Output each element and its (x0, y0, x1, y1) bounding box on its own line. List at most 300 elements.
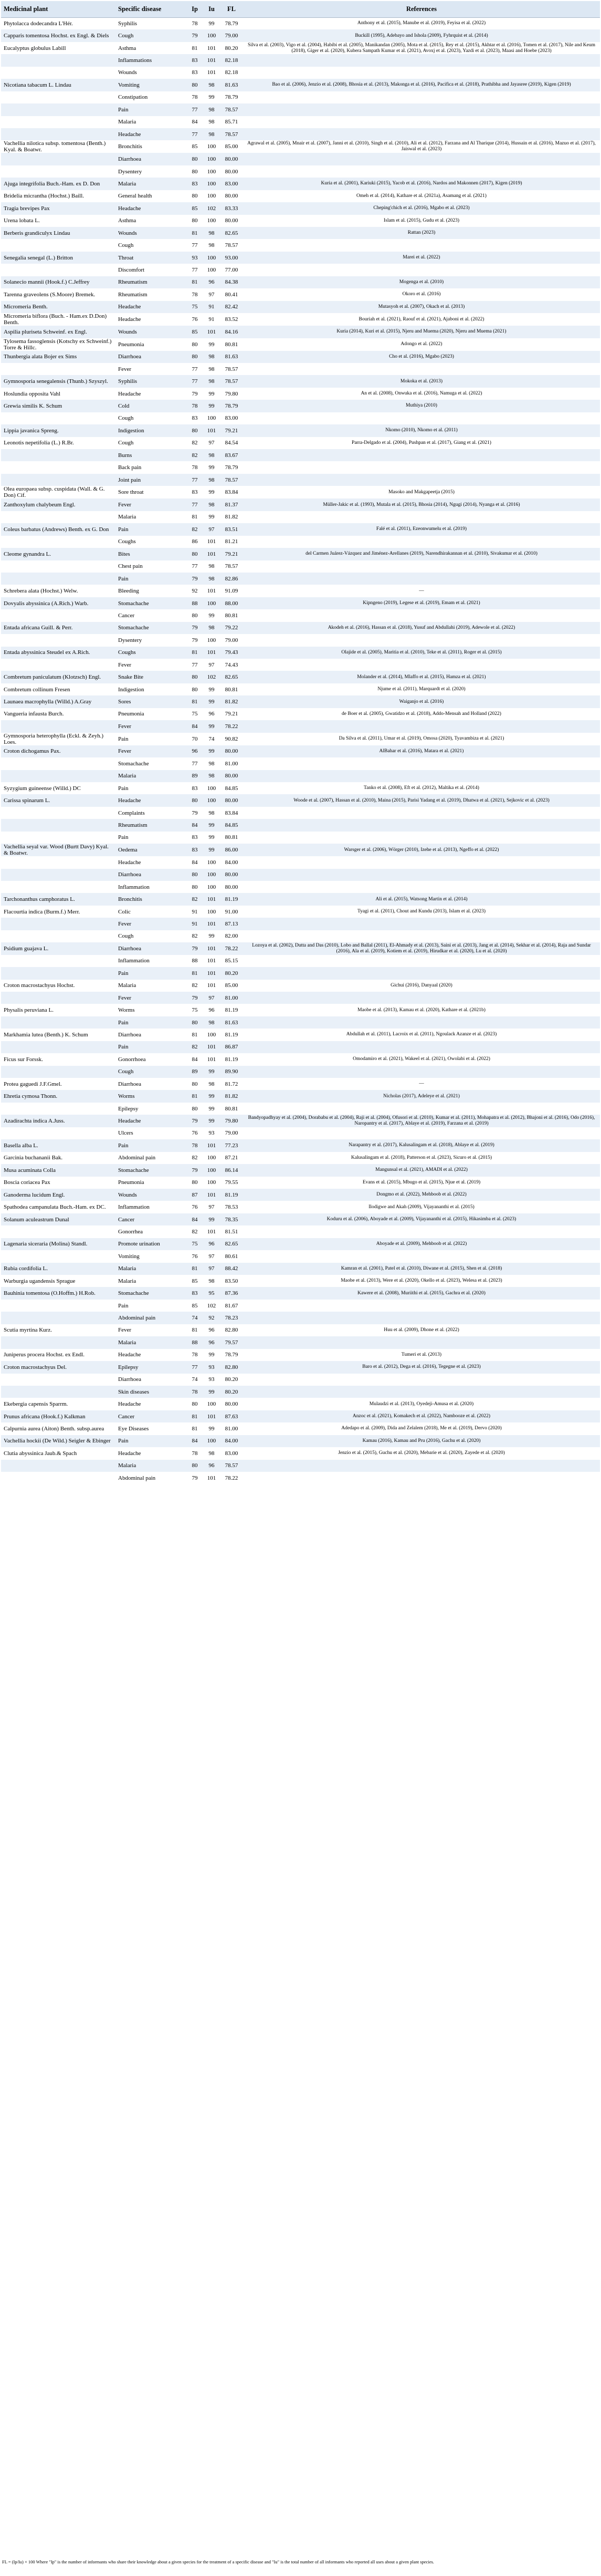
table-row (1, 560, 600, 573)
table-row (1, 67, 600, 79)
cell-disease: Indigestion (118, 427, 144, 434)
cell-fl: 84.16 (225, 328, 238, 335)
cell-plant: Gymnosporia heterophylla (Eckl. & Zeyh.) Loes. (4, 732, 104, 745)
cell-ip: 88 (192, 600, 198, 607)
cell-ip: 85 (192, 328, 198, 335)
cell-plant (1, 1386, 115, 1398)
cell-disease: Chest pain (118, 563, 143, 570)
cell-ip: 79 (192, 637, 198, 643)
table-row (1, 942, 600, 954)
cell-ip: 82 (192, 452, 198, 459)
cell-ip: 88 (192, 1339, 198, 1346)
cell-disease: Malaria (118, 180, 136, 187)
cell-plant: Thunbergia alata Bojer ex Sims (4, 354, 77, 360)
cell-fl: 89.90 (225, 1068, 238, 1075)
cell-ip: 82 (192, 440, 198, 446)
cell-iu: 99 (208, 20, 215, 27)
cell-fl: 81.19 (225, 1031, 238, 1038)
cell-fl: 79.80 (225, 390, 238, 397)
cell-fl: 88.00 (225, 600, 238, 607)
cell-ip: 80 (192, 1019, 198, 1026)
cell-iu: 92 (208, 1315, 215, 1322)
cell-iu: 99 (208, 489, 215, 496)
cell-ip: 82 (192, 896, 198, 903)
cell-plant: Ganoderma lucidum Engl. (4, 1191, 65, 1198)
cell-references: Müller-Jakic et al. (1993), Mutala et al. (2015), Bhosia (2014), Ngugi (2014), Nyanga et al. (2016) (323, 502, 520, 507)
cell-plant: Croton dichogamus Pax. (4, 748, 61, 755)
header-disease: Specific disease (115, 1, 186, 17)
cell-fl: 83.33 (225, 205, 238, 212)
cell-plant: Gymnosporia senegalensis (Thunb.) Szyszyl. (4, 378, 108, 385)
cell-references: Silva et al. (2003), Vigo et al. (2004), Habibi et al. (2005), Manikandan (2005), Mota et al. (2015), Rey et al. (2015), Akhtar et al. (2016), Tomen et al. (2017), Nile and Keum (2018), Giger et al. (2020), Kubera Sampath Kumar et al. (2021), Avoxj et al. (2023), Yazdi et al. (2023), Maasi and Hoebe (2023) (248, 42, 595, 54)
cell-fl: 80.20 (225, 1376, 238, 1383)
cell-iu: 100 (207, 156, 216, 163)
table-row (1, 215, 600, 227)
cell-ip: 84 (192, 822, 198, 828)
cell-references: Mulaudzi et al. (2013), Oyedeji-Amusa et al. (2020) (369, 1401, 474, 1407)
cell-references: Rattan (2023) (407, 230, 436, 236)
cell-ip: 75 (192, 304, 198, 310)
cell-references (243, 955, 600, 967)
cell-plant: Ekebergia capensis Sparrm. (4, 1401, 68, 1408)
table-row (1, 1386, 600, 1398)
cell-fl: 81.00 (225, 1425, 238, 1432)
cell-disease: Fever (118, 502, 132, 508)
table-row (1, 1312, 600, 1324)
cell-disease: Oedema (118, 847, 138, 854)
cell-plant: Tarenna graveolens (S.Moore) Bremek. (4, 291, 96, 298)
cell-disease: Fever (118, 994, 132, 1001)
cell-references: Waiganjo et al. (2016) (399, 699, 444, 704)
cell-disease: Pain (118, 735, 129, 742)
cell-fl: 83.00 (225, 415, 238, 422)
cell-ip: 96 (192, 748, 198, 755)
cell-fl: 84.85 (225, 822, 238, 828)
cell-fl: 84.00 (225, 859, 238, 866)
cell-disease: Eye Diseases (118, 1425, 149, 1432)
cell-ip: 78 (192, 20, 198, 27)
cell-references (243, 1312, 600, 1324)
cell-disease: Throat (118, 254, 134, 261)
cell-ip: 78 (192, 94, 198, 101)
cell-disease: Malaria (118, 1462, 136, 1469)
cell-iu: 95 (208, 1290, 215, 1297)
cell-disease: Inflammations (118, 57, 152, 64)
table-row (1, 351, 600, 363)
cell-ip: 78 (192, 291, 198, 298)
cell-references (243, 770, 600, 782)
table-row (1, 1016, 600, 1029)
cell-references: Cho et al. (2016), Mgabo (2023) (389, 354, 454, 359)
table-row (1, 1250, 600, 1262)
cell-ip: 76 (192, 1204, 198, 1211)
cell-disease: Rheumatism (118, 291, 147, 298)
header-refs: References (243, 1, 600, 17)
cell-ip: 80 (192, 1081, 198, 1087)
cell-plant (1, 461, 115, 473)
cell-disease: Inflammation (118, 884, 150, 890)
cell-plant: Vachellia hockii (De Wild.) Seigler & Ebinger (4, 1438, 111, 1445)
table-row (1, 536, 600, 548)
table-row (1, 424, 600, 437)
cell-iu: 96 (208, 1327, 215, 1334)
cell-disease: Pneumonia (118, 711, 144, 718)
cell-fl: 83.00 (225, 1450, 238, 1457)
cell-ip: 77 (192, 106, 198, 113)
cell-references (243, 511, 600, 523)
cell-disease: Cold (118, 402, 130, 409)
table-body (1, 17, 600, 1484)
cell-plant (1, 881, 115, 893)
cell-iu: 100 (207, 180, 216, 187)
cell-iu: 101 (207, 328, 216, 335)
table-row (1, 832, 600, 844)
cell-fl: 78.53 (225, 1204, 238, 1211)
table-row (1, 17, 600, 29)
cell-fl: 80.20 (225, 970, 238, 977)
cell-fl: 80.00 (225, 884, 238, 890)
table-row (1, 967, 600, 979)
cell-references: Nicholas (2017), Adeleye et al. (2021) (383, 1093, 460, 1099)
cell-iu: 97 (208, 1253, 215, 1260)
cell-iu: 99 (208, 699, 215, 705)
cell-plant: Dovyalis abyssinica (A.Rich.) Warb. (4, 600, 89, 607)
cell-ip: 89 (192, 1068, 198, 1075)
cell-fl: 87.21 (225, 1155, 238, 1161)
table-row (1, 239, 600, 251)
cell-iu: 97 (208, 994, 215, 1001)
table-row (1, 955, 600, 967)
cell-fl: 80.00 (225, 1401, 238, 1408)
cell-references: Anzoc et al. (2021), Komakech et al. (2022), Nambooze et al. (2022) (352, 1414, 491, 1419)
cell-references: Abdullah et al. (2011), Lacroix et al. (2011), Ngoulack Azanze et al. (2023) (346, 1032, 497, 1037)
cell-plant (1, 1300, 115, 1312)
cell-plant: Prunus africana (Hook.f.) Kalkman (4, 1413, 86, 1420)
cell-fl: 80.61 (225, 1253, 238, 1260)
cell-fl: 84.85 (225, 785, 238, 792)
cell-references: Narapantry et al. (2017), Kalusalingam et al. (2018), Ablaye et al. (2019) (349, 1142, 494, 1148)
cell-references: AlBahar et al. (2016), Matara et al. (2021) (379, 748, 464, 754)
cell-disease: Ulcers (118, 1130, 133, 1137)
cell-iu: 99 (208, 1093, 215, 1100)
cell-disease: Vomiting (118, 1253, 140, 1260)
cell-disease: Complaints (118, 809, 145, 816)
cell-iu: 99 (208, 1388, 215, 1395)
table-row (1, 609, 600, 621)
cell-ip: 82 (192, 982, 198, 989)
table-row (1, 1139, 600, 1151)
cell-references: Aboyade et al. (2009), Mehboob et al. (2022) (376, 1241, 467, 1247)
cell-fl: 86.87 (225, 1044, 238, 1051)
cell-references: Omodamiro et al. (2021), Wakeel et al. (2021), Owolabi et al. (2022) (353, 1056, 490, 1062)
cell-references: Cheping'chich et al. (2016), Mgabo et al. (2023) (373, 205, 470, 211)
cell-plant: Psidium guajava L. (4, 945, 49, 952)
cell-plant: Markhamia lutea (Benth.) K. Schum (4, 1031, 88, 1038)
cell-disease: Gonorrhoea (118, 1056, 146, 1063)
cell-ip: 88 (192, 958, 198, 964)
cell-iu: 99 (208, 402, 215, 409)
cell-fl: 81.51 (225, 1228, 238, 1235)
cell-ip: 78 (192, 464, 198, 471)
cell-fl: 81.82 (225, 514, 238, 521)
cell-disease: Inflammation (118, 1204, 150, 1211)
cell-plant: Leonotis nepetifolia (L.) R.Br. (4, 440, 74, 446)
cell-plant: Syzygium guineense (Willd.) DC (4, 785, 81, 792)
cell-plant: Ehretia cymosa Thonn. (4, 1093, 58, 1100)
cell-references: Jenzio et al. (2015), Guchu et al. (2020), Mebarie et al. (2020), Zayede et al. (2020) (338, 1450, 505, 1456)
cell-ip: 80 (192, 612, 198, 619)
cell-fl: 81.19 (225, 1056, 238, 1063)
cell-disease: Cancer (118, 1216, 135, 1223)
cell-disease: Abdominal pain (118, 1474, 156, 1481)
cell-disease: Pain (118, 1019, 129, 1026)
cell-disease: Malaria (118, 514, 136, 521)
cell-plant: Olea europaea subsp. cuspidata (Wall. & G. Don) Cif. (4, 486, 105, 499)
cell-disease: Headache (118, 1118, 141, 1125)
table-row (1, 720, 600, 732)
cell-fl: 80.00 (225, 797, 238, 804)
cell-disease: Dysentery (118, 168, 142, 175)
cell-fl: 84.54 (225, 440, 238, 446)
cell-disease: Headache (118, 316, 141, 323)
cell-ip: 83 (192, 834, 198, 841)
cell-plant: Garcinia buchananii Bak. (4, 1155, 63, 1161)
cell-ip: 81 (192, 1265, 198, 1272)
cell-references: Okoro et al. (2016) (402, 292, 441, 297)
cell-plant: Entada abyssinica Steudel ex A.Rich. (4, 649, 90, 656)
cell-disease: Malaria (118, 773, 136, 780)
cell-iu: 100 (207, 871, 216, 878)
cell-disease: Malaria (118, 1265, 136, 1272)
cell-plant: Clutia abyssinica Jaub.& Spach (4, 1450, 77, 1457)
cell-references: Islam et al. (2015), Gudu et al. (2023) (383, 217, 460, 223)
cell-disease: Wounds (118, 230, 137, 236)
cell-ip: 81 (192, 649, 198, 656)
table-row (1, 412, 600, 424)
cell-disease: Wounds (118, 69, 137, 76)
table-row (1, 1238, 600, 1250)
cell-ip: 78 (192, 1450, 198, 1457)
cell-disease: Sores (118, 699, 131, 705)
table-row (1, 1177, 600, 1189)
cell-disease: Gonorrhea (118, 1228, 143, 1235)
cell-disease: Fever (118, 921, 132, 928)
cell-fl: 80.41 (225, 291, 238, 298)
cell-disease: Pain (118, 575, 129, 582)
cell-plant: Cleome gynandra L. (4, 550, 51, 557)
cell-iu: 91 (208, 304, 215, 310)
cell-plant: Ficus sur Forssk. (4, 1056, 43, 1063)
cell-references: Falé et al. (2011), Ezeonwumelu et al. (2019) (376, 526, 467, 532)
table-row (1, 930, 600, 942)
cell-ip: 81 (192, 45, 198, 51)
cell-ip: 83 (192, 415, 198, 422)
cell-references: Kalusalingam et al. (2018), Patterson et al. (2023), Sicuro et al. (2015) (351, 1155, 492, 1160)
cell-iu: 98 (208, 563, 215, 570)
table-row (1, 388, 600, 400)
cell-iu: 99 (208, 341, 215, 348)
cell-fl: 88.42 (225, 1265, 238, 1272)
table-row (1, 1090, 600, 1102)
cell-iu: 99 (208, 1352, 215, 1358)
cell-iu: 98 (208, 760, 215, 767)
cell-ip: 82 (192, 1155, 198, 1161)
cell-iu: 97 (208, 1265, 215, 1272)
cell-disease: Asthma (118, 217, 136, 224)
table-row (1, 647, 600, 659)
cell-references (243, 1460, 600, 1472)
cell-plant (1, 511, 115, 523)
cell-references: Tumeri et al. (2013) (401, 1352, 442, 1357)
cell-fl: 84.00 (225, 1438, 238, 1445)
cell-references (243, 967, 600, 979)
cell-iu: 100 (207, 33, 216, 39)
cell-plant: Coleus barbatus (Andrews) Benth. ex G. Don (4, 526, 109, 533)
cell-plant: Launaea macrophylla (Willd.) A.Gray (4, 699, 92, 705)
cell-references (243, 67, 600, 79)
cell-iu: 99 (208, 1425, 215, 1432)
table-row (1, 288, 600, 300)
table-row (1, 622, 600, 634)
table-row (1, 708, 600, 720)
cell-iu: 99 (208, 847, 215, 854)
cell-ip: 83 (192, 1290, 198, 1297)
cell-iu: 99 (208, 686, 215, 693)
cell-references: Parra-Delgado et al. (2004), Pushpan et al. (2017), Giang et al. (2021) (352, 440, 491, 445)
table-row (1, 91, 600, 103)
cell-references (243, 1472, 600, 1484)
cell-iu: 102 (207, 674, 216, 681)
cell-ip: 79 (192, 945, 198, 952)
cell-fl: 81.72 (225, 1081, 238, 1087)
cell-references: Maobe et al. (2013), Were et al. (2020), Okello et al. (2023), Welesa et al. (2023) (341, 1278, 502, 1284)
cell-iu: 98 (208, 476, 215, 483)
cell-disease: Constipation (118, 94, 148, 101)
cell-references: Adongo et al. (2022) (400, 341, 442, 347)
cell-references (243, 1300, 600, 1312)
cell-disease: Abdominal pain (118, 1315, 156, 1322)
cell-ip: 80 (192, 193, 198, 200)
cell-fl: 87.63 (225, 1413, 238, 1420)
cell-references (243, 1127, 600, 1139)
cell-references: Bouriah et al. (2021), Raouf et al. (2021), Ajaboni et al. (2022) (359, 316, 484, 322)
cell-references (243, 239, 600, 251)
cell-plant (1, 116, 115, 128)
cell-references: Kamau (2016), Kamau and Pru (2016), Gachu et al. (2020) (362, 1438, 481, 1443)
cell-ip: 81 (192, 1093, 198, 1100)
cell-disease: Bites (118, 550, 130, 557)
cell-iu: 96 (208, 1007, 215, 1014)
cell-disease: Abdominal pain (118, 1155, 156, 1161)
cell-iu: 101 (207, 921, 216, 928)
cell-references: Gichui (2016), Danyaal (2020) (391, 982, 452, 988)
cell-iu: 98 (208, 119, 215, 126)
table-row (1, 264, 600, 276)
table-row (1, 906, 600, 918)
cell-ip: 77 (192, 760, 198, 767)
cell-fl: 78.57 (225, 106, 238, 113)
cell-fl: 86.14 (225, 1167, 238, 1173)
cell-fl: 79.00 (225, 1130, 238, 1137)
cell-disease: Headache (118, 797, 141, 804)
table-row (1, 1435, 600, 1447)
cell-ip: 80 (192, 168, 198, 175)
cell-references (243, 1041, 600, 1053)
table-row (1, 1460, 600, 1472)
table-row (1, 1349, 600, 1361)
cell-references: Bandyopadhyay et al. (2004), Dorababu et al. (2004), Raji et al. (2004), Ofusori et al. (2010), Kumar et al. (2011), Mohapatra et al. (2012), Bhajoni et al. (2016), Odo (2016), Naropantry et al. (2017), Ablaye et al. (2019), Farzana et al. (2019) (248, 1115, 595, 1127)
cell-plant: Musa acuminata Colla (4, 1167, 56, 1173)
cell-disease: Bronchitis (118, 143, 142, 150)
cell-fl: 80.00 (225, 168, 238, 175)
cell-plant: Scutia myrtina Kurz. (4, 1327, 52, 1334)
cell-iu: 98 (208, 1081, 215, 1087)
cell-references (243, 856, 600, 868)
table-row (1, 190, 600, 202)
cell-ip: 91 (192, 921, 198, 928)
cell-references (243, 91, 600, 103)
cell-fl: 79.21 (225, 550, 238, 557)
cell-fl: 91.09 (225, 588, 238, 595)
cell-ip: 84 (192, 1438, 198, 1445)
cell-plant (1, 992, 115, 1004)
cell-fl: 91.00 (225, 908, 238, 915)
cell-references: Ali et al. (2015), Watsong Martin et al. (2014) (375, 896, 468, 902)
cell-iu: 101 (207, 1474, 216, 1481)
cell-plant: Solanum aculeastrum Dunal (4, 1216, 69, 1223)
cell-iu: 101 (207, 538, 216, 545)
cell-plant (1, 930, 115, 942)
cell-fl: 78.22 (225, 723, 238, 730)
cell-iu: 93 (208, 1130, 215, 1137)
cell-ip: 80 (192, 674, 198, 681)
cell-iu: 74 (208, 735, 215, 742)
cell-iu: 100 (207, 884, 216, 890)
cell-references: Kamran et al. (2001), Patel et al. (2010), Diwane et al. (2015), Shen et al. (2018) (341, 1265, 502, 1271)
cell-references: Molander et al. (2014), Mlaffo et al. (2015), Hamza et al. (2021) (357, 674, 486, 680)
cell-disease: Headache (118, 1352, 141, 1358)
cell-iu: 98 (208, 575, 215, 582)
cell-plant: Vangueria infausta Burch. (4, 711, 64, 718)
cell-iu: 101 (207, 982, 216, 989)
cell-iu: 97 (208, 440, 215, 446)
cell-plant (1, 67, 115, 79)
cell-fl: 82.65 (225, 230, 238, 236)
cell-disease: Worms (118, 1007, 135, 1014)
cell-references (243, 1225, 600, 1238)
cell-iu: 101 (207, 427, 216, 434)
cell-ip: 82 (192, 526, 198, 533)
cell-plant (1, 869, 115, 881)
cell-plant (1, 720, 115, 732)
cell-ip: 83 (192, 180, 198, 187)
table-row (1, 1361, 600, 1373)
cell-disease: General health (118, 193, 152, 200)
cell-references (243, 881, 600, 893)
cell-disease: Worms (118, 1093, 135, 1100)
cell-references (243, 116, 600, 128)
cell-plant: Combretum collinum Fresen (4, 686, 70, 693)
cell-iu: 97 (208, 291, 215, 298)
cell-fl: 78.57 (225, 476, 238, 483)
table-row (1, 1225, 600, 1238)
cell-iu: 96 (208, 1339, 215, 1346)
cell-plant (1, 54, 115, 66)
cell-fl: 83.84 (225, 809, 238, 816)
table-row (1, 29, 600, 41)
cell-fl: 82.80 (225, 1364, 238, 1370)
cell-disease: Fever (118, 366, 132, 372)
